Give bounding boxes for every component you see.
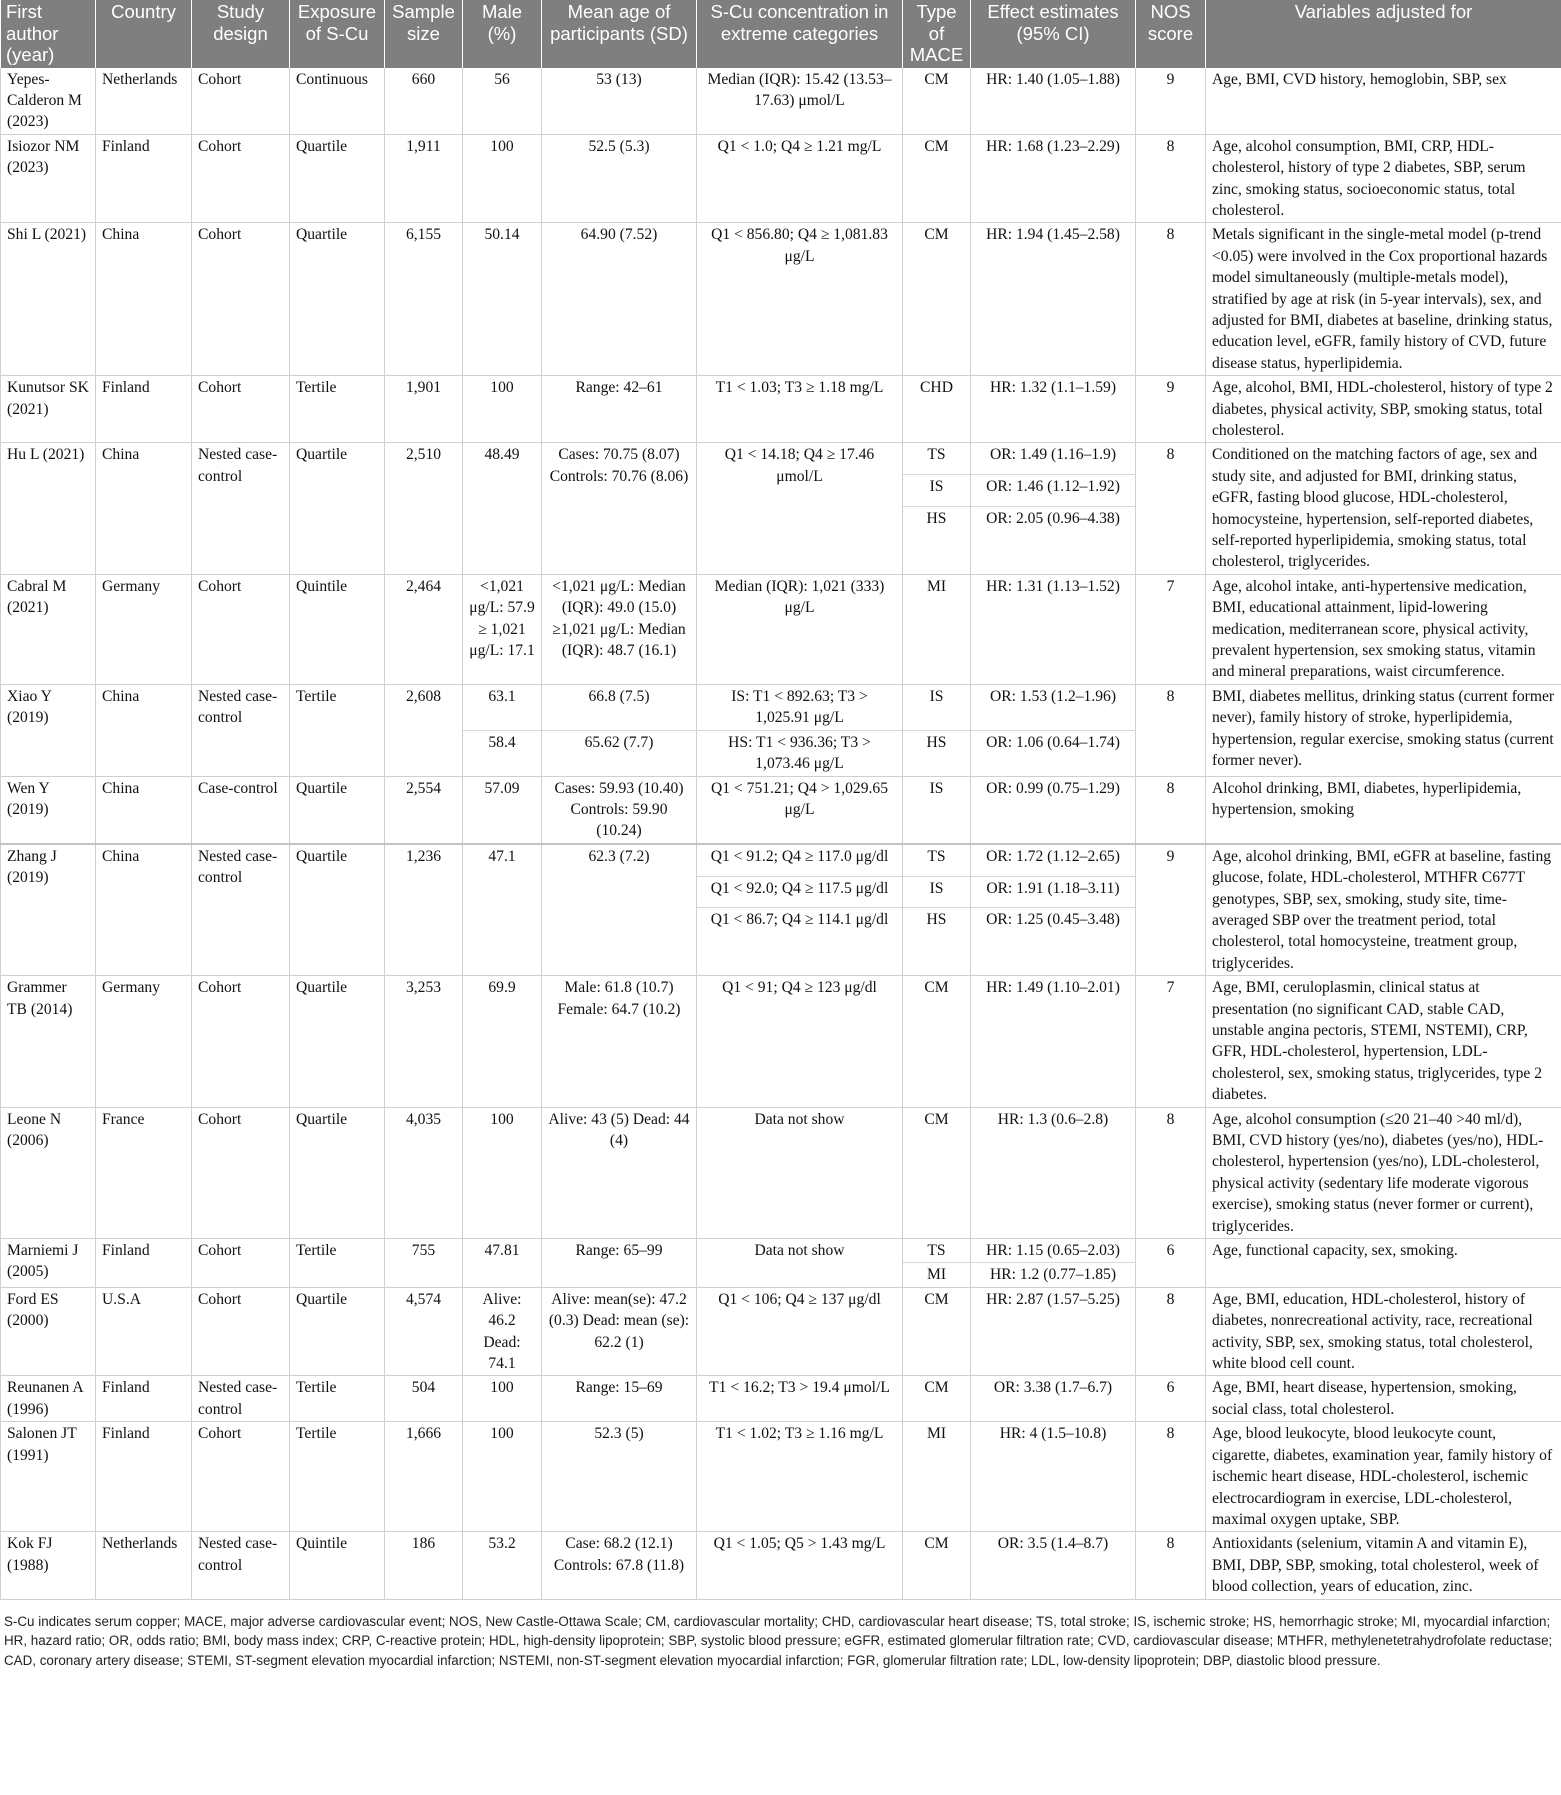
country-cell: China: [96, 684, 192, 776]
concentration-cell: Q1 < 856.80; Q4 ≥ 1,081.83 μg/L: [697, 223, 903, 376]
male-cell: 50.14: [463, 223, 542, 376]
male-cell: 100: [463, 134, 542, 223]
concentration-cell: Q1 < 1.05; Q5 > 1.43 mg/L: [697, 1532, 903, 1599]
mace-cell: CM: [903, 223, 971, 376]
author-cell: Wen Y (2019): [1, 776, 96, 844]
effect-cell: OR: 1.53 (1.2–1.96): [971, 684, 1136, 730]
mace-cell: HS: [903, 908, 971, 976]
male-cell: 53.2: [463, 1532, 542, 1599]
concentration-cell: Q1 < 91; Q4 ≥ 123 μg/dl: [697, 976, 903, 1107]
author-cell: Isiozor NM (2023): [1, 134, 96, 223]
nos-cell: 8: [1136, 1107, 1206, 1238]
exposure-cell: Quartile: [290, 976, 385, 1107]
adjusted-cell: Metals significant in the single-metal model (p-trend <0.05) were involved in the Cox proportional hazards model simultaneously (multiple-metals model), stratified by age at risk (in 5-year intervals), sex, and adjusted for BMI, diabetes at baseline, drinking status, education level, eGFR, family history of CVD, future disease status, hyperlipidemia.: [1206, 223, 1561, 376]
exposure-cell: Tertile: [290, 376, 385, 443]
header-concentration: S-Cu concentration in extreme categories: [697, 0, 903, 68]
concentration-cell: IS: T1 < 892.63; T3 > 1,025.91 μg/L: [697, 684, 903, 730]
nos-cell: 9: [1136, 376, 1206, 443]
design-cell: Cohort: [192, 1107, 290, 1238]
sample-cell: 186: [385, 1532, 463, 1599]
exposure-cell: Quintile: [290, 574, 385, 684]
adjusted-cell: Alcohol drinking, BMI, diabetes, hyperlipidemia, hypertension, smoking: [1206, 776, 1561, 844]
age-cell: Range: 42–61: [542, 376, 697, 443]
mace-cell: IS: [903, 776, 971, 844]
male-cell: 58.4: [463, 730, 542, 776]
exposure-cell: Quartile: [290, 1287, 385, 1376]
sample-cell: 6,155: [385, 223, 463, 376]
country-cell: Finland: [96, 1239, 192, 1288]
nos-cell: 9: [1136, 68, 1206, 135]
age-cell: Range: 15–69: [542, 1376, 697, 1422]
concentration-cell: Data not show: [697, 1239, 903, 1288]
adjusted-cell: Antioxidants (selenium, vitamin A and vitamin E), BMI, DBP, SBP, smoking, total cholesterol, week of blood collection, years of education, zinc.: [1206, 1532, 1561, 1599]
header-male: Male (%): [463, 0, 542, 68]
header-country: Country: [96, 0, 192, 68]
male-cell: 48.49: [463, 443, 542, 574]
male-cell: 100: [463, 376, 542, 443]
country-cell: Germany: [96, 976, 192, 1107]
mace-cell: CM: [903, 68, 971, 135]
nos-cell: 8: [1136, 1422, 1206, 1532]
author-cell: Grammer TB (2014): [1, 976, 96, 1107]
age-cell: 64.90 (7.52): [542, 223, 697, 376]
concentration-cell: HS: T1 < 936.36; T3 > 1,073.46 μg/L: [697, 730, 903, 776]
design-cell: Cohort: [192, 1422, 290, 1532]
header-effect: Effect estimates (95% CI): [971, 0, 1136, 68]
exposure-cell: Quartile: [290, 223, 385, 376]
nos-cell: 7: [1136, 976, 1206, 1107]
exposure-cell: Quartile: [290, 844, 385, 976]
country-cell: China: [96, 776, 192, 844]
mace-cell: HS: [903, 506, 971, 574]
age-cell: 53 (13): [542, 68, 697, 135]
author-cell: Reunanen A (1996): [1, 1376, 96, 1422]
exposure-cell: Quintile: [290, 1532, 385, 1599]
country-cell: Finland: [96, 376, 192, 443]
concentration-cell: Q1 < 14.18; Q4 ≥ 17.46 μmol/L: [697, 443, 903, 574]
design-cell: Cohort: [192, 68, 290, 135]
country-cell: U.S.A: [96, 1287, 192, 1376]
design-cell: Cohort: [192, 976, 290, 1107]
design-cell: Case-control: [192, 776, 290, 844]
effect-cell: HR: 1.15 (0.65–2.03): [971, 1239, 1136, 1263]
adjusted-cell: BMI, diabetes mellitus, drinking status (current former never), family history of stroke, hyperlipidemia, hypertension, regular exercise, smoking status (current former never).: [1206, 684, 1561, 776]
adjusted-cell: Age, alcohol consumption, BMI, CRP, HDL-cholesterol, history of type 2 diabetes, SBP, serum zinc, smoking status, socioeconomic status, total cholesterol.: [1206, 134, 1561, 223]
effect-cell: HR: 1.31 (1.13–1.52): [971, 574, 1136, 684]
concentration-cell: Q1 < 86.7; Q4 ≥ 114.1 μg/dl: [697, 908, 903, 976]
male-cell: 56: [463, 68, 542, 135]
effect-cell: HR: 1.94 (1.45–2.58): [971, 223, 1136, 376]
adjusted-cell: Age, BMI, education, HDL-cholesterol, history of diabetes, nonrecreational activity, race, recreational activity, SBP, sex, smoking status, total cholesterol, white blood cell count.: [1206, 1287, 1561, 1376]
sample-cell: 504: [385, 1376, 463, 1422]
header-mace: Type of MACE: [903, 0, 971, 68]
exposure-cell: Tertile: [290, 1239, 385, 1288]
header-nos: NOS score: [1136, 0, 1206, 68]
table-row: [1, 1422, 1561, 1532]
author-cell: Kunutsor SK (2021): [1, 376, 96, 443]
sample-cell: 1,666: [385, 1422, 463, 1532]
nos-cell: 8: [1136, 1287, 1206, 1376]
effect-cell: HR: 1.68 (1.23–2.29): [971, 134, 1136, 223]
effect-cell: OR: 1.49 (1.16–1.9): [971, 443, 1136, 475]
age-cell: Cases: 70.75 (8.07) Controls: 70.76 (8.06): [542, 443, 697, 574]
nos-cell: 8: [1136, 223, 1206, 376]
age-cell: 66.8 (7.5): [542, 684, 697, 730]
country-cell: France: [96, 1107, 192, 1238]
adjusted-cell: Age, BMI, ceruloplasmin, clinical status at presentation (no significant CAD, stable CAD, unstable angina pectoris, STEMI, NSTEMI), CRP, GFR, HDL-cholesterol, hypertension, LDL-cholesterol, sex, smoking status, triglycerides, type 2 diabetes.: [1206, 976, 1561, 1107]
nos-cell: 8: [1136, 684, 1206, 776]
design-cell: Nested case-control: [192, 443, 290, 574]
effect-cell: OR: 1.25 (0.45–3.48): [971, 908, 1136, 976]
effect-cell: HR: 1.3 (0.6–2.8): [971, 1107, 1136, 1238]
design-cell: Cohort: [192, 223, 290, 376]
nos-cell: 8: [1136, 443, 1206, 574]
concentration-cell: T1 < 16.2; T3 > 19.4 μmol/L: [697, 1376, 903, 1422]
table-row: [1, 443, 1561, 475]
adjusted-cell: Age, alcohol, BMI, HDL-cholesterol, history of type 2 diabetes, physical activity, SBP, smoking status, total cholesterol.: [1206, 376, 1561, 443]
mace-cell: IS: [903, 475, 971, 507]
male-cell: Alive: 46.2 Dead: 74.1: [463, 1287, 542, 1376]
exposure-cell: Tertile: [290, 1422, 385, 1532]
sample-cell: 2,554: [385, 776, 463, 844]
age-cell: 62.3 (7.2): [542, 844, 697, 976]
mace-cell: CHD: [903, 376, 971, 443]
adjusted-cell: Age, blood leukocyte, blood leukocyte count, cigarette, diabetes, examination year, family history of ischemic heart disease, HDL-cholesterol, ischemic electrocardiogram in exercise, LDL-cholesterol, maximal oxygen uptake, SBP.: [1206, 1422, 1561, 1532]
author-cell: Zhang J (2019): [1, 844, 96, 976]
author-cell: Xiao Y (2019): [1, 684, 96, 776]
mace-cell: CM: [903, 1376, 971, 1422]
author-cell: Shi L (2021): [1, 223, 96, 376]
male-cell: 57.09: [463, 776, 542, 844]
sample-cell: 1,236: [385, 844, 463, 976]
mace-cell: CM: [903, 976, 971, 1107]
design-cell: Nested case-control: [192, 1532, 290, 1599]
country-cell: Finland: [96, 1422, 192, 1532]
adjusted-cell: Age, alcohol consumption (≤20 21–40 >40 ml/d), BMI, CVD history (yes/no), diabetes (yes/no), HDL-cholesterol, hypertension (yes/no), LDL-cholesterol, physical activity (sedentary life moderate vigorous exercise), smoking status (never former or current), triglycerides.: [1206, 1107, 1561, 1238]
author-cell: Leone N (2006): [1, 1107, 96, 1238]
mace-cell: CM: [903, 1287, 971, 1376]
concentration-cell: Q1 < 106; Q4 ≥ 137 μg/dl: [697, 1287, 903, 1376]
mace-cell: CM: [903, 134, 971, 223]
effect-cell: OR: 3.5 (1.4–8.7): [971, 1532, 1136, 1599]
design-cell: Cohort: [192, 376, 290, 443]
table-row: [1, 1376, 1561, 1422]
country-cell: Netherlands: [96, 68, 192, 135]
effect-cell: HR: 1.32 (1.1–1.59): [971, 376, 1136, 443]
exposure-cell: Quartile: [290, 134, 385, 223]
author-cell: Yepes-Calderon M (2023): [1, 68, 96, 135]
mace-cell: TS: [903, 443, 971, 475]
nos-cell: 6: [1136, 1239, 1206, 1288]
effect-cell: OR: 1.72 (1.12–2.65): [971, 844, 1136, 876]
author-cell: Marniemi J (2005): [1, 1239, 96, 1288]
table-row: [1, 1107, 1561, 1238]
nos-cell: 8: [1136, 134, 1206, 223]
age-cell: <1,021 μg/L: Median (IQR): 49.0 (15.0) ≥1,021 μg/L: Median (IQR): 48.7 (16.1): [542, 574, 697, 684]
sample-cell: 3,253: [385, 976, 463, 1107]
table-footnote: S-Cu indicates serum copper; MACE, major adverse cardiovascular event; NOS, New Castle-Ottawa Scale; CM, cardiovascular mortality; CHD, cardiovascular heart disease; TS, total stroke; IS, ischemic stroke; HS, hemorrhagic stroke; MI, myocardial infarction; HR, hazard ratio; OR, odds ratio; BMI, body mass index; CRP, C-reactive protein; HDL, high-density lipoprotein; SBP, systolic blood pressure; eGFR, estimated glomerular filtration rate; CVD, cardiovascular disease; MTHFR, methylenetetrahydrofolate reductase; CAD, coronary artery disease; STEMI, ST-segment elevation myocardial infarction; NSTEMI, non-ST-segment elevation myocardial infarction; FGR, glomerular filtration rate; LDL, low-density lipoprotein; DBP, diastolic blood pressure.: [4, 1613, 1553, 1668]
table-row: [1, 574, 1561, 684]
header-adjusted: Variables adjusted for: [1206, 0, 1561, 68]
design-cell: Nested case-control: [192, 684, 290, 776]
effect-cell: OR: 1.06 (0.64–1.74): [971, 730, 1136, 776]
design-cell: Nested case-control: [192, 1376, 290, 1422]
country-cell: Netherlands: [96, 1532, 192, 1599]
table-row: [1, 376, 1561, 443]
header-row: [1, 0, 1561, 68]
sample-cell: 755: [385, 1239, 463, 1288]
nos-cell: 6: [1136, 1376, 1206, 1422]
effect-cell: OR: 1.91 (1.18–3.11): [971, 876, 1136, 908]
design-cell: Nested case-control: [192, 844, 290, 976]
adjusted-cell: Age, BMI, heart disease, hypertension, smoking, social class, total cholesterol.: [1206, 1376, 1561, 1422]
table-row: [1, 844, 1561, 876]
design-cell: Cohort: [192, 1287, 290, 1376]
age-cell: Alive: mean(se): 47.2 (0.3) Dead: mean (se): 62.2 (1): [542, 1287, 697, 1376]
male-cell: <1,021 μg/L: 57.9 ≥ 1,021 μg/L: 17.1: [463, 574, 542, 684]
male-cell: 100: [463, 1422, 542, 1532]
author-cell: Cabral M (2021): [1, 574, 96, 684]
male-cell: 63.1: [463, 684, 542, 730]
concentration-cell: Data not show: [697, 1107, 903, 1238]
effect-cell: HR: 1.40 (1.05–1.88): [971, 68, 1136, 135]
exposure-cell: Tertile: [290, 684, 385, 776]
mace-cell: TS: [903, 1239, 971, 1263]
author-cell: Hu L (2021): [1, 443, 96, 574]
adjusted-cell: Age, alcohol drinking, BMI, eGFR at baseline, fasting glucose, folate, HDL-cholesterol, MTHFR C677T genotypes, SBP, sex, smoking, study site, time-averaged SBP over the treatment period, total cholesterol, total homocysteine, treatment group, triglycerides.: [1206, 844, 1561, 976]
concentration-cell: T1 < 1.02; T3 ≥ 1.16 mg/L: [697, 1422, 903, 1532]
exposure-cell: Quartile: [290, 443, 385, 574]
age-cell: Male: 61.8 (10.7) Female: 64.7 (10.2): [542, 976, 697, 1107]
table-row: [1, 776, 1561, 844]
country-cell: China: [96, 443, 192, 574]
author-cell: Salonen JT (1991): [1, 1422, 96, 1532]
header-age: Mean age of participants (SD): [542, 0, 697, 68]
male-cell: 47.1: [463, 844, 542, 976]
effect-cell: HR: 1.2 (0.77–1.85): [971, 1263, 1136, 1287]
sample-cell: 2,608: [385, 684, 463, 776]
author-cell: Ford ES (2000): [1, 1287, 96, 1376]
mace-cell: IS: [903, 684, 971, 730]
table-row: [1, 1287, 1561, 1376]
mace-cell: HS: [903, 730, 971, 776]
sample-cell: 4,035: [385, 1107, 463, 1238]
adjusted-cell: Age, functional capacity, sex, smoking.: [1206, 1239, 1561, 1288]
table-row: [1, 223, 1561, 376]
sample-cell: 660: [385, 68, 463, 135]
age-cell: Alive: 43 (5) Dead: 44 (4): [542, 1107, 697, 1238]
design-cell: Cohort: [192, 134, 290, 223]
country-cell: Germany: [96, 574, 192, 684]
age-cell: Range: 65–99: [542, 1239, 697, 1288]
exposure-cell: Continuous: [290, 68, 385, 135]
concentration-cell: Q1 < 91.2; Q4 ≥ 117.0 μg/dl: [697, 844, 903, 876]
mace-cell: IS: [903, 876, 971, 908]
nos-cell: 8: [1136, 776, 1206, 844]
table-row: [1, 976, 1561, 1107]
concentration-cell: Q1 < 751.21; Q4 > 1,029.65 μg/L: [697, 776, 903, 844]
effect-cell: HR: 1.49 (1.10–2.01): [971, 976, 1136, 1107]
nos-cell: 9: [1136, 844, 1206, 976]
table-row: [1, 134, 1561, 223]
male-cell: 100: [463, 1107, 542, 1238]
mace-cell: MI: [903, 1422, 971, 1532]
header-author: First author (year): [1, 0, 96, 68]
nos-cell: 8: [1136, 1532, 1206, 1599]
table-row: [1, 68, 1561, 135]
mace-cell: MI: [903, 574, 971, 684]
design-cell: Cohort: [192, 574, 290, 684]
concentration-cell: Median (IQR): 1,021 (333) μg/L: [697, 574, 903, 684]
exposure-cell: Quartile: [290, 1107, 385, 1238]
design-cell: Cohort: [192, 1239, 290, 1288]
effect-cell: OR: 2.05 (0.96–4.38): [971, 506, 1136, 574]
effect-cell: OR: 3.38 (1.7–6.7): [971, 1376, 1136, 1422]
mace-cell: CM: [903, 1107, 971, 1238]
sample-cell: 4,574: [385, 1287, 463, 1376]
concentration-cell: Q1 < 92.0; Q4 ≥ 117.5 μg/dl: [697, 876, 903, 908]
adjusted-cell: Age, alcohol intake, anti-hypertensive medication, BMI, educational attainment, lipid-lowering medication, mediterranean score, physical activity, prevalent hypertension, sex smoking status, vitamin and mineral preparations, waist circumference.: [1206, 574, 1561, 684]
country-cell: Finland: [96, 134, 192, 223]
header-sample: Sample size: [385, 0, 463, 68]
exposure-cell: Tertile: [290, 1376, 385, 1422]
adjusted-cell: Age, BMI, CVD history, hemoglobin, SBP, sex: [1206, 68, 1561, 135]
effect-cell: HR: 2.87 (1.57–5.25): [971, 1287, 1136, 1376]
effect-cell: OR: 0.99 (0.75–1.29): [971, 776, 1136, 844]
mace-cell: CM: [903, 1532, 971, 1599]
age-cell: 65.62 (7.7): [542, 730, 697, 776]
concentration-cell: Median (IQR): 15.42 (13.53–17.63) μmol/L: [697, 68, 903, 135]
table-row: [1, 1239, 1561, 1263]
age-cell: Cases: 59.93 (10.40) Controls: 59.90 (10.24): [542, 776, 697, 844]
header-exposure: Exposure of S-Cu: [290, 0, 385, 68]
nos-cell: 7: [1136, 574, 1206, 684]
male-cell: 47.81: [463, 1239, 542, 1288]
country-cell: China: [96, 844, 192, 976]
age-cell: 52.3 (5): [542, 1422, 697, 1532]
mace-cell: MI: [903, 1263, 971, 1287]
age-cell: 52.5 (5.3): [542, 134, 697, 223]
effect-cell: OR: 1.46 (1.12–1.92): [971, 475, 1136, 507]
table-row: [1, 684, 1561, 730]
sample-cell: 1,901: [385, 376, 463, 443]
age-cell: Case: 68.2 (12.1) Controls: 67.8 (11.8): [542, 1532, 697, 1599]
table-row: [1, 1532, 1561, 1599]
sample-cell: 2,510: [385, 443, 463, 574]
concentration-cell: T1 < 1.03; T3 ≥ 1.18 mg/L: [697, 376, 903, 443]
male-cell: 69.9: [463, 976, 542, 1107]
adjusted-cell: Conditioned on the matching factors of age, sex and study site, and adjusted for BMI, drinking status, eGFR, fasting blood glucose, HDL-cholesterol, homocysteine, hypertension, self-reported diabetes, self-reported hyperlipidemia, smoking status, total cholesterol, triglycerides.: [1206, 443, 1561, 574]
concentration-cell: Q1 < 1.0; Q4 ≥ 1.21 mg/L: [697, 134, 903, 223]
country-cell: China: [96, 223, 192, 376]
author-cell: Kok FJ (1988): [1, 1532, 96, 1599]
sample-cell: 1,911: [385, 134, 463, 223]
mace-cell: TS: [903, 844, 971, 876]
male-cell: 100: [463, 1376, 542, 1422]
header-design: Study design: [192, 0, 290, 68]
effect-cell: HR: 4 (1.5–10.8): [971, 1422, 1136, 1532]
sample-cell: 2,464: [385, 574, 463, 684]
country-cell: Finland: [96, 1376, 192, 1422]
exposure-cell: Quartile: [290, 776, 385, 844]
